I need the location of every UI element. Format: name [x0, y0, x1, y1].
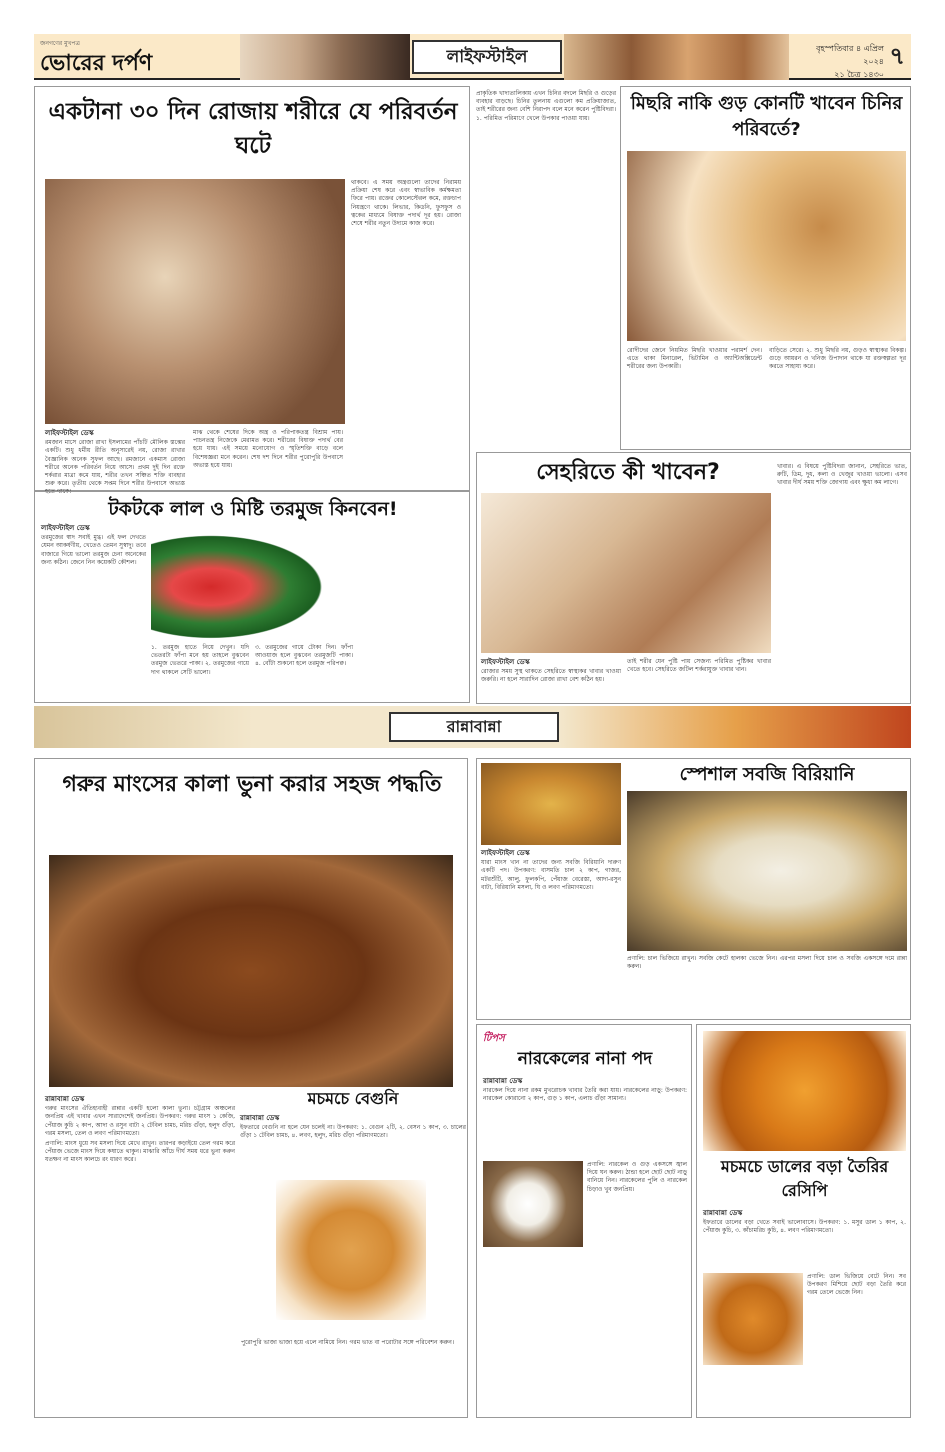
- article-sehri-headline: সেহরিতে কী খাবেন?: [536, 460, 720, 485]
- article-biryani-col2: [627, 955, 907, 1017]
- article-biryani-headline: স্পেশাল সবজি বিরিয়ানি: [679, 764, 855, 785]
- family-meal-photo: [627, 151, 906, 341]
- article-sehri-col2: [627, 658, 771, 702]
- banner-image-right: [564, 34, 789, 80]
- article-misri: [620, 86, 911, 450]
- ranna-banner: [34, 706, 911, 748]
- logo-tagline: জনগণের মুখপত্র: [40, 40, 80, 47]
- article-sehri-col1-text: রোজার সময় সুস্থ থাকতে সেহরিতে স্বাস্থ্যকর খাবার খাওয়া জরুরি। না হলে সারাদিন রোজা রাখা বেশ কঠিন হয়।: [481, 668, 621, 684]
- article-roza: [34, 86, 470, 496]
- article-sehri-byline: লাইফস্টাইল ডেস্ক: [481, 658, 530, 666]
- article-sehri-col3: [777, 463, 907, 701]
- article-tormuj-col3-text: ৩. তরমুজের গায়ে টোকা দিন। ফাঁপা আওয়াজ হলে বুঝবেন তরমুজটি পাকা। ৪. বোঁটা শুকনো হলে তরমুজ পরিপক্ব।: [255, 644, 353, 668]
- article-begun-byline: রান্নাবান্না ডেস্ক: [240, 1114, 280, 1122]
- dateline: [794, 42, 884, 81]
- article-roza-headline: একটানা ৩০ দিন রোজায় শরীরে যে পরিবর্তন ঘটে: [48, 99, 458, 159]
- article-bora-headline: মচমচে ডালের বড়া তৈরির রেসিপি: [720, 1157, 889, 1200]
- article-begun-col1-text: ইফতারে বেগুনি না হলে যেন চলেই না। উপকরণ: ১. বেগুন ২টি, ২. বেসন ১ কাপ, ৩. চালের গুঁড়া ১ টেবিল চামচ, ৪. লবণ, হলুদ, মরিচ গুঁড়া পরিমাণমতো।: [240, 1124, 466, 1140]
- article-narkel: [476, 1024, 692, 1418]
- article-kala-bhuna-col3: [241, 1339, 459, 1415]
- page-number: ৭: [889, 42, 905, 70]
- article-bora-col2: [807, 1273, 906, 1415]
- article-tormuj-col3: [255, 644, 353, 699]
- beguni-photo: [276, 1180, 426, 1320]
- article-begun: [240, 1088, 466, 1338]
- article-kala-bhuna-byline: রান্নাবান্না ডেস্ক: [45, 1095, 85, 1103]
- article-bora-col2-text: প্রণালি: ডাল ভিজিয়ে বেটে নিন। সব উপকরণ মিশিয়ে ছোট বড়া তৈরি করে গরম তেলে ভেজে নিন।: [807, 1273, 906, 1297]
- article-misri-headline: মিছরি নাকি গুড় কোনটি খাবেন চিনির পরিবর্তে?: [630, 93, 903, 140]
- article-misri-col1-text: রোদীদের জেনে নিয়মিত মিছরি খাওয়ার পরামর্শ দেন। এতে থাকা মিনারেল, ভিটামিন ও অ্যান্টিঅক্সিডেন্ট শরীরের জন্য উপকারী।: [627, 347, 762, 371]
- veg-biryani-photo: [627, 791, 907, 951]
- article-biryani-byline: লাইফস্টাইল ডেস্ক: [481, 849, 530, 857]
- article-bora-byline: রান্নাবান্না ডেস্ক: [703, 1209, 743, 1217]
- article-sehri-col2-text: তাই শরীর যেন পুষ্টি পায় সেজন্য পরিমিত পুষ্টিকর খাবার খেতে হবে। সেহরিতে জটিল শর্করাযুক্ত খাবার খান।: [627, 658, 771, 674]
- logo-text: ভোরের দর্পণ: [40, 51, 153, 76]
- article-tormuj-col1-text: তরমুজের স্বাদ সবাই মুগ্ধ। এই ফল দেখতে যেমন আকর্ষণীয়, খেতেও তেমন সুস্বাদু। তবে বাজারে গিয়ে ভালো তরমুজ চেনা অনেকের জন্য কঠিন। জেনে নিন কয়েকটি কৌশল।: [41, 534, 146, 566]
- article-bora-col1: [703, 1209, 906, 1269]
- article-sehri: [476, 452, 911, 704]
- tips-tag: টিপস: [483, 1033, 505, 1044]
- article-roza-col2-text: মাঝ থেকে শেষের দিকে অন্ত্র ও পরিপাকতন্ত্র বিশ্রাম পায়। পাচনতন্ত্র নিজেকে মেরামত করে। শরীরের বিষাক্ত পদার্থ বের হয়ে যায়। এই সময়ে মনোযোগ ও স্মৃতিশক্তি বাড়ে বলে বিশেষজ্ঞরা মনে করেন। শেষ দশ দিনে শরীর পুরোপুরি উপবাসে অভ্যস্ত হয়ে যায়।: [193, 429, 343, 469]
- article-tormuj-col2: [151, 644, 249, 699]
- article-roza-col3: [351, 179, 461, 487]
- article-roza-col1: [45, 429, 185, 496]
- article-misri-intro-text: প্রাকৃতিক খাদ্যতালিকায় এখন চিনির বদলে মিছরি ও গুড়ের ব্যবহার বাড়ছে। চিনির তুলনায় এগুলো কম প্রক্রিয়াজাত, তাই শরীরের জন্য বেশি নিরাপদ বলে মনে করেন পুষ্টিবিদরা। ১. পরিমিত পরিমাণে খেলে উপকার পাওয়া যায়।: [476, 90, 616, 122]
- newspaper-logo: [40, 38, 236, 76]
- coconut-photo: [483, 1161, 583, 1247]
- article-misri-col2-text: বাড়িতে সেরে। ২. শুধু মিছরি নয়, গুড়ও স্বাস্থ্যকর বিকল্প। গুড়ে আয়রন ও খনিজ উপাদান থাকে যা রক্তস্বল্পতা দূর করতে সাহায্য করে।: [769, 347, 906, 371]
- article-tormuj-col2-text: ১. তরমুজ হাতে নিয়ে দেখুন। যদি ভেতরটা ফাঁপা মনে হয় তাহলে বুঝবেন তরমুজ ভেতরে পাকা। ২. তরমুজের গায়ে দাগ থাকলে সেটি ভালো।: [151, 644, 249, 676]
- ranna-section-title: রান্নাবান্না: [389, 712, 559, 742]
- article-biryani: [476, 758, 911, 1020]
- article-narkel-col1: [483, 1077, 687, 1157]
- article-biryani-col1: [481, 849, 621, 1017]
- biryani-small-photo: [481, 763, 621, 845]
- masthead: [34, 34, 911, 80]
- article-roza-col2: [193, 429, 343, 487]
- article-kala-bhuna-headline: গরুর মাংসের কালা ভুনা করার সহজ পদ্ধতি: [62, 772, 442, 797]
- article-narkel-headline: নারকেলের নানা পদ: [517, 1049, 653, 1069]
- article-kala-bhuna-col3-text: পুরোপুরি ভাজা ভাজা হয়ে এলে নামিয়ে নিন। গরম ভাত বা পরোটার সঙ্গে পরিবেশন করুন।: [241, 1339, 454, 1346]
- article-narkel-col2-text: প্রণালি: নারকেল ও গুড় একসঙ্গে জ্বাল দিয়ে ঘন করুন। ঠান্ডা হলে ছোট ছোট নাড়ু বানিয়ে নিন। নারকেলের পুলি ও নারকেল চিড়াও খুব জনপ্রিয়।: [587, 1161, 687, 1193]
- banner-image-left: [240, 34, 410, 80]
- date-bengali: ২১ চৈত্র ১৪৩০: [834, 70, 884, 79]
- dal-bora-photo: [703, 1031, 906, 1151]
- article-narkel-col1-text: নারকেল দিয়ে নানা রকম মুখরোচক খাবার তৈরি করা যায়। নারকেলের নাড়ু: উপকরণ: নারকেল কোরানো ২ কাপ, গুড় ১ কাপ, এলাচ গুঁড়া সামান্য।: [483, 1087, 687, 1103]
- article-misri-intro: [476, 90, 616, 450]
- article-misri-col1: [627, 347, 762, 447]
- article-tormuj: [34, 491, 470, 703]
- article-sehri-col3-text: খাবার। এ বিষয়ে পুষ্টিবিদরা জানান, সেহরিতে ভাত, রুটি, ডিম, দুধ, কলা ও খেজুর খাওয়া ভালো। এসব খাবার দীর্ঘ সময় শক্তি জোগায় এবং ক্ষুধা কম লাগে।: [777, 463, 907, 487]
- article-kala-bhuna-col1-text: গরুর মাংসের ঐতিহ্যবাহী রান্নার একটি হলো কালা ভুনা। চট্টগ্রাম অঞ্চলের জনপ্রিয় এই খাবার এখন সারাদেশেই জনপ্রিয়। উপকরণ: গরুর মাংস ১ কেজি, পেঁয়াজ কুচি ২ কাপ, আদা ও রসুন বাটা ২ টেবিল চামচ, মরিচ গুঁড়া, হলুদ গুঁড়া, গরম মসলা, তেল ও লবণ পরিমাণমতো।: [45, 1105, 235, 1137]
- dal-bora-small-photo: [703, 1273, 803, 1365]
- article-bora-col1-text: ইফতারে ডালের বড়া খেতে সবাই ভালোবাসে। উপকরণ: ১. মসুর ডাল ১ কাপ, ২. পেঁয়াজ কুচি, ৩. কাঁচামরিচ কুচি, ৪. লবণ পরিমাণমতো।: [703, 1219, 906, 1235]
- article-narkel-byline: রান্নাবান্না ডেস্ক: [483, 1077, 523, 1085]
- iftar-photo: [45, 179, 345, 424]
- article-begun-headline: মচমচে বেগুনি: [307, 1089, 399, 1108]
- article-begun-col1: [240, 1114, 466, 1176]
- article-bora: [696, 1024, 911, 1418]
- article-tormuj-col1: [41, 524, 146, 699]
- article-tormuj-headline: টকটকে লাল ও মিষ্টি তরমুজ কিনবেন!: [108, 498, 398, 520]
- date-gregorian: বৃহস্পতিবার ৪ এপ্রিল ২০২৪: [816, 44, 884, 66]
- article-kala-bhuna-col2-text: প্রণালি: মাংস ধুয়ে সব মসলা দিয়ে মেখে রাখুন। তারপর কড়াইয়ে তেল গরম করে পেঁয়াজ ভেজে মাংস দিয়ে কষাতে থাকুন। মাঝারি আঁচে দীর্ঘ সময় ধরে ভুনা করুন যতক্ষণ না মাংস কালচে রং ধারণ করে।: [45, 1140, 235, 1164]
- article-misri-col2: [769, 347, 906, 447]
- article-narkel-col2: [587, 1161, 687, 1415]
- beef-kala-bhuna-photo: [49, 855, 453, 1087]
- article-roza-col3-text: থাকবে। এ সময় অন্ত্রগুলো তাদের নিরাময় প্রক্রিয়া শেষ করে এবং স্বাভাবিক কর্মক্ষমতা ফিরে পায়। রক্তের কোলেস্টেরল কমে, রক্তচাপ নিয়ন্ত্রণে থাকে। লিভার, কিডনি, ফুসফুস ও ত্বকের মাধ্যমে বিষাক্ত পদার্থ দূর হয়। রোজা শেষে শরীর নতুন উদ্যমে কাজ করে।: [351, 179, 461, 228]
- article-roza-col1-text: রমজান মাসে রোজা রাখা ইসলামের পাঁচটি মৌলিক স্তম্ভের একটি। শুধু ধর্মীয় রীতি অনুসারেই নয়, রোজা রাখার বৈজ্ঞানিক অনেক সুফল আছে। রমজানে একমাস রোজা শরীরে অনেক পরিবর্তন নিয়ে আসে। প্রথম দুই দিন রক্তে শর্করার মাত্রা কমে যায়, শরীর তখন সঞ্চিত শক্তি ব্যবহার শুরু করে। তৃতীয় থেকে সপ্তম দিনে শরীর উপবাসে অভ্যস্ত হতে থাকে।: [45, 439, 185, 496]
- article-tormuj-byline: লাইফস্টাইল ডেস্ক: [41, 524, 90, 532]
- article-sehri-col1: [481, 658, 621, 702]
- article-biryani-col1-text: যারা মাংস খান না তাদের জন্য সবজি বিরিয়ানি দারুণ একটি পদ। উপকরণ: বাসমতি চাল ২ কাপ, গাজর, মটরশুঁটি, আলু, ফুলকপি, পেঁয়াজ বেরেস্তা, আদা-রসুন বাটা, বিরিয়ানি মসলা, ঘি ও লবণ পরিমাণমতো।: [481, 859, 621, 891]
- section-title: লাইফস্টাইল: [412, 40, 562, 74]
- watermelon-photo: [151, 522, 351, 640]
- article-kala-bhuna-col1: [45, 1095, 235, 1415]
- article-biryani-col2-text: প্রণালি: চাল ভিজিয়ে রাখুন। সবজি কেটে হালকা ভেজে নিন। এরপর মসলা দিয়ে চাল ও সবজি একসঙ্গে দমে রান্না করুন।: [627, 955, 907, 971]
- sehri-family-photo: [481, 493, 771, 653]
- article-roza-byline: লাইফস্টাইল ডেস্ক: [45, 429, 94, 437]
